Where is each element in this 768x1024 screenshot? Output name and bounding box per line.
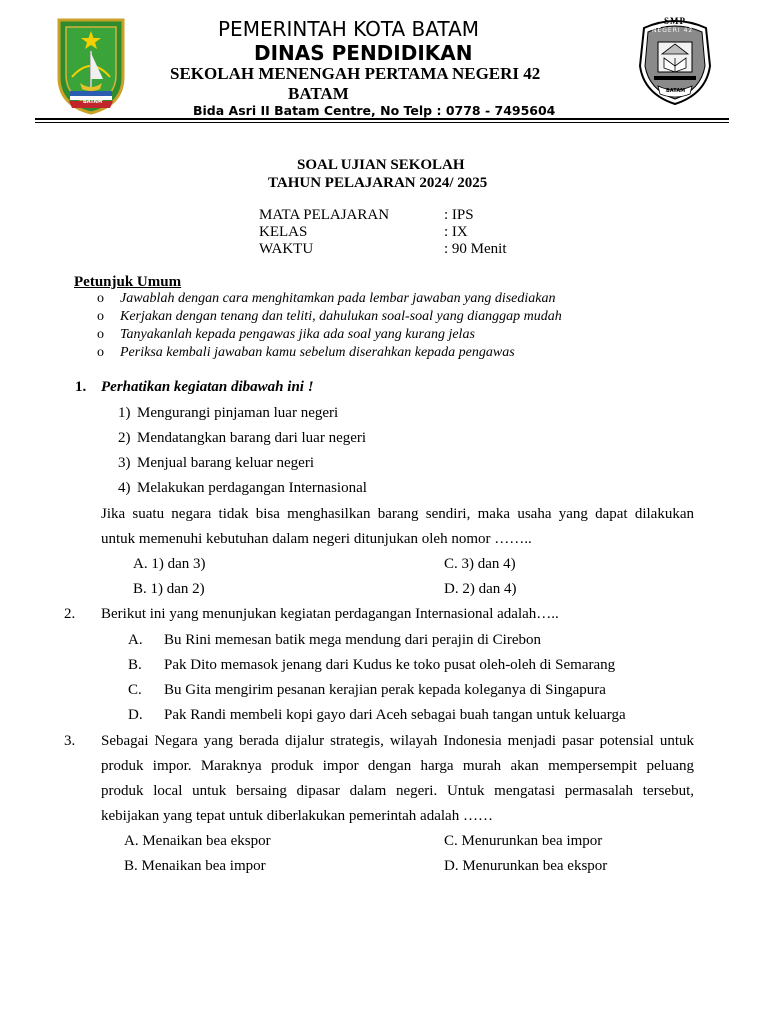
- instruction-item: Periksa kembali jawaban kamu sebelum diserahkan kepada pengawas: [120, 345, 515, 360]
- instruction-item: Kerjakan dengan tenang dan teliti, dahulukan soal-soal yang dianggap mudah: [120, 309, 562, 324]
- q2-prompt: Berikut ini yang menunjukan kegiatan perdagangan Internasional adalah…..: [101, 606, 559, 622]
- q1-option-a[interactable]: A. 1) dan 3): [133, 556, 206, 572]
- header-department: DINAS PENDIDIKAN: [254, 41, 473, 65]
- exam-year: TAHUN PELAJARAN 2024/ 2025: [268, 175, 488, 191]
- q1-stem-line: untuk memenuhi kebutuhan dalam negeri ditunjukan oleh nomor ……..: [101, 531, 532, 547]
- q2-option-letter[interactable]: D.: [128, 707, 143, 723]
- instruction-bullet: o: [97, 291, 104, 306]
- q2-option-b[interactable]: Pak Dito memasok jenang dari Kudus ke toko pusat oleh-oleh di Semarang: [164, 657, 616, 673]
- q3-option-d[interactable]: D. Menurunkan bea ekspor: [444, 858, 608, 874]
- q1-list-number: 3): [118, 455, 131, 471]
- right-logo-top-text: SMP: [664, 16, 686, 26]
- header-divider-thin: [35, 122, 729, 123]
- school-badge-logo: [636, 14, 714, 106]
- instructions-heading: Petunjuk Umum: [74, 274, 182, 290]
- info-label-time: WAKTU: [259, 241, 314, 257]
- q2-option-d[interactable]: Pak Randi membeli kopi gayo dari Aceh sebagai buah tangan untuk keluarga: [164, 707, 626, 723]
- right-logo-arc-text: NEGERI 42: [652, 27, 694, 34]
- q1-list-item: Mengurangi pinjaman luar negeri: [137, 405, 339, 421]
- info-value-class: : IX: [444, 224, 468, 240]
- q1-list-number: 1): [118, 405, 131, 421]
- header-city: BATAM: [288, 84, 349, 103]
- q1-prompt: Perhatikan kegiatan dibawah ini !: [101, 379, 314, 395]
- info-label-class: KELAS: [259, 224, 308, 240]
- q3-option-b[interactable]: B. Menaikan bea impor: [124, 858, 266, 874]
- q3-option-c[interactable]: C. Menurunkan bea impor: [444, 833, 603, 849]
- info-value-time: : 90 Menit: [444, 241, 507, 257]
- q1-stem-line: Jika suatu negara tidak bisa menghasilkan barang sendiri, maka usaha yang dapat dilakukan: [101, 506, 694, 522]
- q1-number: 1.: [75, 379, 87, 395]
- q1-option-c[interactable]: C. 3) dan 4): [444, 556, 516, 572]
- header-divider-thick: [35, 118, 729, 120]
- q3-stem-line: produk impor. Maraknya produk impor dengan harga murah akan mempersempit peluang: [101, 758, 694, 774]
- header-government: PEMERINTAH KOTA BATAM: [218, 17, 480, 41]
- q1-list-item: Menjual barang keluar negeri: [137, 455, 315, 471]
- q1-option-b[interactable]: B. 1) dan 2): [133, 581, 205, 597]
- q3-number: 3.: [64, 733, 76, 749]
- batam-city-emblem: [56, 17, 126, 115]
- right-logo-bottom-text: BATAM: [666, 88, 686, 94]
- instruction-bullet: o: [97, 327, 104, 342]
- q3-stem-line: Sebagai Negara yang berada dijalur strategis, wilayah Indonesia menjadi pasar potensial untuk: [101, 733, 694, 749]
- instruction-bullet: o: [97, 309, 104, 324]
- q1-list-number: 4): [118, 480, 131, 496]
- q1-option-d[interactable]: D. 2) dan 4): [444, 581, 517, 597]
- q2-number: 2.: [64, 606, 76, 622]
- q3-option-a[interactable]: A. Menaikan bea ekspor: [124, 833, 271, 849]
- q3-stem-line: kebijakan yang tepat untuk diberlakukan pemerintah adalah ……: [101, 808, 493, 824]
- q2-option-letter[interactable]: A.: [128, 632, 143, 648]
- left-logo-banner-text: BATAM: [83, 99, 103, 105]
- exam-title: SOAL UJIAN SEKOLAH: [297, 157, 465, 173]
- instruction-item: Jawablah dengan cara menghitamkan pada lembar jawaban yang disediakan: [120, 291, 556, 306]
- q3-stem-line: produk local untuk bersaing dipasar dalam negeri. Untuk mengatasi permasalah tersebut,: [101, 783, 694, 799]
- info-value-subject: : IPS: [444, 207, 474, 223]
- instruction-item: Tanyakanlah kepada pengawas jika ada soal yang kurang jelas: [120, 327, 475, 342]
- q2-option-letter[interactable]: B.: [128, 657, 142, 673]
- instruction-bullet: o: [97, 345, 104, 360]
- info-label-subject: MATA PELAJARAN: [259, 207, 390, 223]
- q2-option-a[interactable]: Bu Rini memesan batik mega mendung dari perajin di Cirebon: [164, 632, 541, 648]
- q2-option-c[interactable]: Bu Gita mengirim pesanan kerajian perak kepada koleganya di Singapura: [164, 682, 606, 698]
- q1-list-item: Mendatangkan barang dari luar negeri: [137, 430, 367, 446]
- q1-list-number: 2): [118, 430, 131, 446]
- q1-list-item: Melakukan perdagangan Internasional: [137, 480, 367, 496]
- header-address: Bida Asri II Batam Centre, No Telp : 0778 - 7495604: [193, 103, 556, 118]
- header-school-name: SEKOLAH MENENGAH PERTAMA NEGERI 42: [170, 64, 541, 83]
- q2-option-letter[interactable]: C.: [128, 682, 142, 698]
